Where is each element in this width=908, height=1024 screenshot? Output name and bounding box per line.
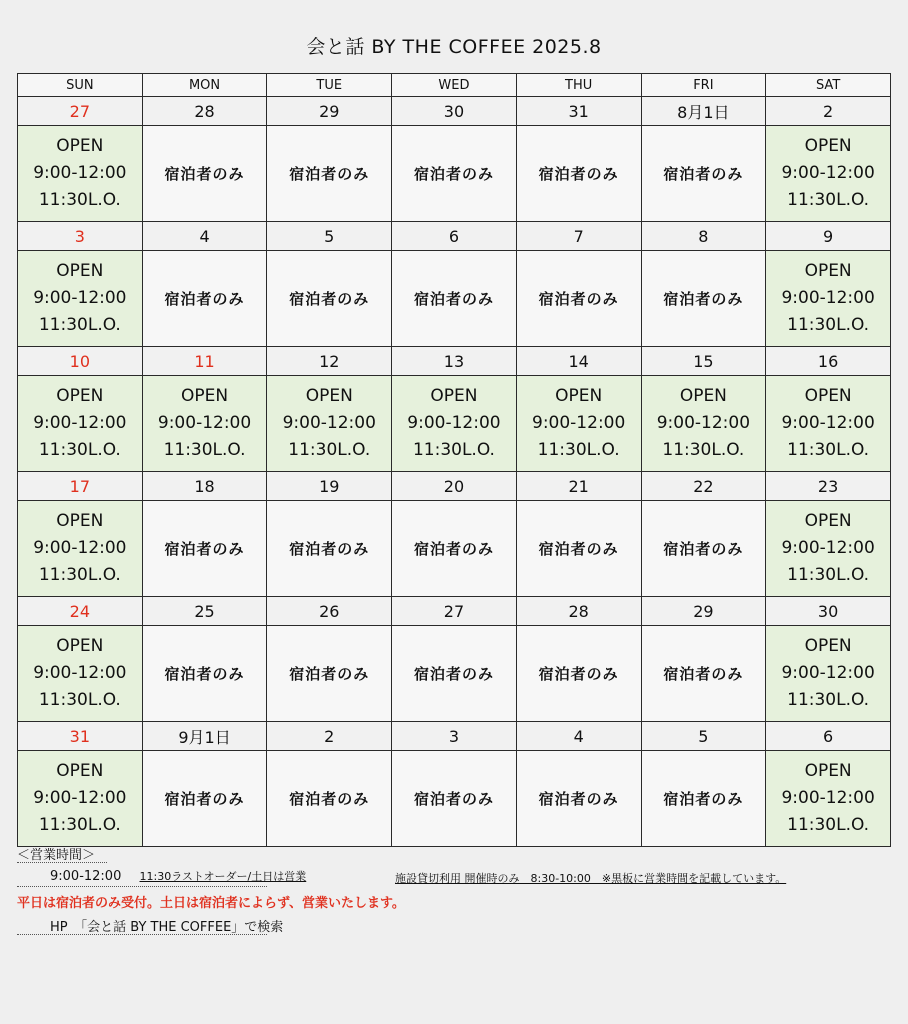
- facility-note: 施設貸切利用 開催時のみ 8:30-10:00 ※黒板に営業時間を記載しています。: [395, 872, 787, 885]
- guest-only-cell: 宿泊者のみ: [142, 126, 267, 222]
- open-hours-cell: [267, 376, 392, 472]
- open-line2: 9:00-12:00: [157, 413, 252, 433]
- weekday-tue: TUE: [267, 74, 392, 97]
- open-line3: 11:30L.O.: [537, 440, 620, 460]
- date-cell: 5: [267, 222, 392, 251]
- open-hours-cell: [766, 126, 891, 222]
- calendar-title: 会と話 BY THE COFFEE 2025.8: [306, 36, 602, 58]
- guest-only-cell: 宿泊者のみ: [267, 251, 392, 347]
- open-line1: OPEN: [430, 386, 478, 406]
- open-line3: 11:30L.O.: [163, 440, 246, 460]
- hours-heading: ＜営業時間＞: [17, 844, 107, 863]
- date-cell: 2: [267, 722, 392, 751]
- date-cell: 30: [392, 97, 517, 126]
- date-cell: 6: [392, 222, 517, 251]
- weekday-header-row: [18, 74, 891, 97]
- date-cell: 15: [641, 347, 766, 376]
- open-hours-cell: [18, 376, 143, 472]
- open-line2: 9:00-12:00: [781, 288, 875, 308]
- date-cell: 14: [516, 347, 641, 376]
- date-cell: 3: [18, 222, 143, 251]
- open-line3: 11:30L.O.: [787, 690, 870, 710]
- guest-only-cell: 宿泊者のみ: [641, 626, 766, 722]
- open-line1: OPEN: [56, 636, 104, 656]
- open-line3: 11:30L.O.: [38, 315, 121, 335]
- guest-only-cell: 宿泊者のみ: [142, 251, 267, 347]
- open-hours-cell: [18, 251, 143, 347]
- open-hours-cell: [18, 626, 143, 722]
- open-hours-cell: [641, 376, 766, 472]
- weekday-guest-warning: 平日は宿泊者のみ受付。土日は宿泊者によらず、営業いたします。: [17, 896, 405, 911]
- date-cell: 24: [18, 597, 143, 626]
- date-cell: 11: [142, 347, 267, 376]
- guest-only-cell: 宿泊者のみ: [267, 126, 392, 222]
- guest-only-cell: 宿泊者のみ: [392, 626, 517, 722]
- guest-only-cell: 宿泊者のみ: [267, 751, 392, 847]
- open-line3: 11:30L.O.: [787, 190, 870, 210]
- date-cell: 27: [18, 97, 143, 126]
- hours-line: [17, 868, 307, 887]
- date-row: [18, 722, 891, 751]
- open-line1: OPEN: [305, 386, 353, 406]
- open-hours-cell: [766, 626, 891, 722]
- open-line2: 9:00-12:00: [282, 413, 376, 433]
- date-row: [18, 347, 891, 376]
- open-hours-cell: [766, 376, 891, 472]
- guest-only-cell: 宿泊者のみ: [392, 126, 517, 222]
- hours-detail: 11:30ラストオーダー/土日は営業: [139, 870, 307, 883]
- open-line1: OPEN: [56, 261, 104, 281]
- open-hours-cell: [18, 126, 143, 222]
- open-line1: OPEN: [56, 136, 104, 156]
- open-line2: 9:00-12:00: [781, 413, 875, 433]
- date-row: [18, 472, 891, 501]
- open-line1: OPEN: [804, 261, 852, 281]
- open-line2: 9:00-12:00: [407, 413, 501, 433]
- open-line3: 11:30L.O.: [38, 565, 121, 585]
- date-cell: 28: [516, 597, 641, 626]
- date-cell: 31: [516, 97, 641, 126]
- date-cell: 9月1日: [142, 722, 267, 751]
- open-hours-cell: [18, 751, 143, 847]
- open-line2: 9:00-12:00: [33, 163, 127, 183]
- guest-only-cell: 宿泊者のみ: [641, 251, 766, 347]
- open-line2: 9:00-12:00: [781, 663, 875, 683]
- guest-only-cell: 宿泊者のみ: [142, 626, 267, 722]
- guest-only-cell: 宿泊者のみ: [392, 501, 517, 597]
- status-row: [18, 626, 891, 722]
- date-cell: 26: [267, 597, 392, 626]
- date-cell: 29: [641, 597, 766, 626]
- date-cell: 7: [516, 222, 641, 251]
- date-cell: 17: [18, 472, 143, 501]
- date-cell: 28: [142, 97, 267, 126]
- date-cell: 4: [516, 722, 641, 751]
- guest-only-cell: 宿泊者のみ: [267, 626, 392, 722]
- status-row: [18, 251, 891, 347]
- guest-only-cell: 宿泊者のみ: [392, 751, 517, 847]
- status-row: [18, 376, 891, 472]
- open-line1: OPEN: [804, 636, 852, 656]
- date-cell: 5: [641, 722, 766, 751]
- open-line2: 9:00-12:00: [656, 413, 751, 433]
- date-cell: 9: [766, 222, 891, 251]
- open-line2: 9:00-12:00: [33, 538, 127, 558]
- date-cell: 16: [766, 347, 891, 376]
- date-cell: 4: [142, 222, 267, 251]
- open-line2: 9:00-12:00: [781, 163, 875, 183]
- open-hours-cell: [766, 751, 891, 847]
- date-cell: 29: [267, 97, 392, 126]
- open-line3: 11:30L.O.: [38, 815, 121, 835]
- open-line1: OPEN: [804, 761, 852, 781]
- open-line1: OPEN: [56, 511, 104, 531]
- open-line1: OPEN: [555, 386, 603, 406]
- date-row: [18, 222, 891, 251]
- open-line3: 11:30L.O.: [412, 440, 495, 460]
- date-cell: 19: [267, 472, 392, 501]
- date-cell: 25: [142, 597, 267, 626]
- homepage-search-hint: [17, 916, 284, 935]
- open-line2: 9:00-12:00: [532, 413, 626, 433]
- open-line3: 11:30L.O.: [38, 190, 121, 210]
- weekday-thu: THU: [516, 74, 641, 97]
- open-line1: OPEN: [804, 136, 852, 156]
- open-hours-cell: [766, 501, 891, 597]
- open-line1: OPEN: [56, 386, 104, 406]
- guest-only-cell: 宿泊者のみ: [641, 751, 766, 847]
- open-line2: 9:00-12:00: [781, 788, 875, 808]
- date-cell: 27: [392, 597, 517, 626]
- open-line3: 11:30L.O.: [662, 440, 745, 460]
- open-line3: 11:30L.O.: [288, 440, 371, 460]
- date-cell: 18: [142, 472, 267, 501]
- open-line3: 11:30L.O.: [787, 815, 870, 835]
- date-row: [18, 97, 891, 126]
- date-cell: 2: [766, 97, 891, 126]
- calendar-body: [18, 97, 891, 847]
- date-cell: 31: [18, 722, 143, 751]
- open-line3: 11:30L.O.: [787, 565, 870, 585]
- open-line1: OPEN: [679, 386, 727, 406]
- guest-only-cell: 宿泊者のみ: [142, 501, 267, 597]
- open-line3: 11:30L.O.: [787, 440, 870, 460]
- guest-only-cell: 宿泊者のみ: [516, 126, 641, 222]
- date-cell: 21: [516, 472, 641, 501]
- date-cell: 6: [766, 722, 891, 751]
- status-row: [18, 501, 891, 597]
- status-row: [18, 751, 891, 847]
- date-cell: 23: [766, 472, 891, 501]
- date-cell: 30: [766, 597, 891, 626]
- date-cell: 10: [18, 347, 143, 376]
- hours-value: 9:00-12:00: [50, 869, 122, 884]
- weekday-fri: FRI: [641, 74, 766, 97]
- guest-only-cell: 宿泊者のみ: [516, 501, 641, 597]
- guest-only-cell: 宿泊者のみ: [516, 626, 641, 722]
- open-line2: 9:00-12:00: [33, 788, 127, 808]
- guest-only-cell: 宿泊者のみ: [267, 501, 392, 597]
- calendar-table: [17, 73, 891, 847]
- guest-only-cell: 宿泊者のみ: [516, 251, 641, 347]
- guest-only-cell: 宿泊者のみ: [392, 251, 517, 347]
- date-cell: 20: [392, 472, 517, 501]
- open-line2: 9:00-12:00: [33, 288, 127, 308]
- open-line1: OPEN: [804, 386, 852, 406]
- open-hours-cell: [766, 251, 891, 347]
- guest-only-cell: 宿泊者のみ: [641, 126, 766, 222]
- open-line2: 9:00-12:00: [33, 663, 127, 683]
- open-line1: OPEN: [181, 386, 229, 406]
- open-line2: 9:00-12:00: [33, 413, 127, 433]
- open-line1: OPEN: [804, 511, 852, 531]
- date-cell: 13: [392, 347, 517, 376]
- open-hours-cell: [516, 376, 641, 472]
- open-line2: 9:00-12:00: [781, 538, 875, 558]
- date-cell: 8: [641, 222, 766, 251]
- date-cell: 12: [267, 347, 392, 376]
- date-row: [18, 597, 891, 626]
- open-line3: 11:30L.O.: [787, 315, 870, 335]
- date-cell: 22: [641, 472, 766, 501]
- homepage-search-text: HP 「会と話 BY THE COFFEE」で検索: [50, 920, 284, 935]
- open-line3: 11:30L.O.: [38, 440, 121, 460]
- weekday-wed: WED: [392, 74, 517, 97]
- open-line1: OPEN: [56, 761, 104, 781]
- open-hours-cell: [18, 501, 143, 597]
- open-line3: 11:30L.O.: [38, 690, 121, 710]
- weekday-sat: SAT: [766, 74, 891, 97]
- guest-only-cell: 宿泊者のみ: [641, 501, 766, 597]
- date-cell: 3: [392, 722, 517, 751]
- weekday-mon: MON: [142, 74, 267, 97]
- date-cell: 8月1日: [641, 97, 766, 126]
- guest-only-cell: 宿泊者のみ: [142, 751, 267, 847]
- status-row: [18, 126, 891, 222]
- guest-only-cell: 宿泊者のみ: [516, 751, 641, 847]
- weekday-sun: SUN: [18, 74, 143, 97]
- open-hours-cell: [142, 376, 267, 472]
- open-hours-cell: [392, 376, 517, 472]
